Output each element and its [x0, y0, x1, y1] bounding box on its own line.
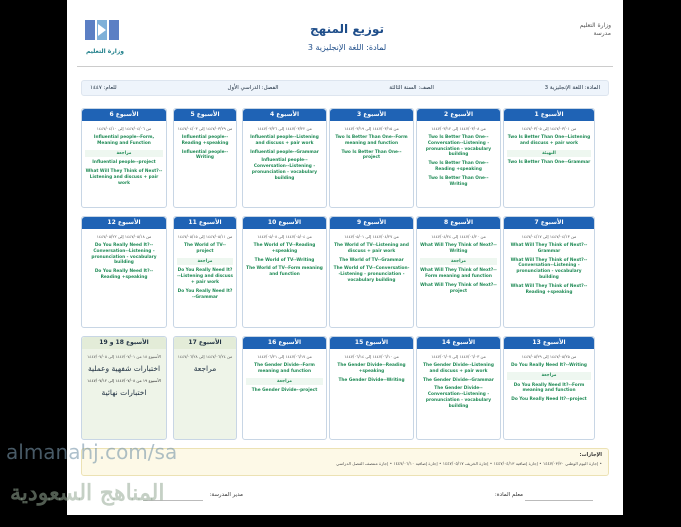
week-card	[329, 216, 414, 328]
week-label: الأسبوع 14	[417, 337, 500, 349]
header-divider	[77, 66, 613, 67]
week-lesson: Two Is Better Than One--Conversation--Listening - pronunciation - vocabulary building	[425, 135, 492, 158]
week-date: الأسبوع ١٨ من ١٤٤٧/٠٧/٠١ إلى ١٤٤٧/٠٧/٠٥	[87, 354, 161, 359]
week-lesson: مراجعة	[177, 258, 233, 266]
info-term: الفصل: الدراسي الأول	[227, 85, 279, 91]
week-date: من ١٤٤٧/٠٦/١٧ إلى ١٤٤٧/٠٦/٢١	[257, 354, 312, 359]
info-subject: المادة: اللغة الإنجليزية 3	[544, 85, 600, 91]
week-lesson: Two Is Better Than One--Grammar	[507, 160, 591, 166]
page-title: توزيع المنهج	[310, 22, 384, 36]
ministry-logo-text: وزارة التعليم	[85, 48, 125, 55]
week-lesson: Influential people--Listening and discuss + pair work	[250, 135, 319, 146]
week-label: الأسبوع 10	[243, 217, 326, 229]
week-lesson: Do You Really Need It?--Form meaning and function	[513, 382, 585, 394]
week-card	[81, 216, 167, 328]
week-lesson: The World of TV--Form meaning and function	[246, 266, 323, 278]
week-card	[242, 108, 327, 208]
week-label: الأسبوع 17	[174, 337, 236, 349]
week-lesson: مراجعة	[507, 372, 591, 380]
week-lesson: What Will They Think of Next?--Listening and discuss + pair work	[85, 169, 163, 186]
week-lesson: Influential people--Form, Meaning and Function	[93, 135, 155, 146]
week-lesson: التهيئة	[507, 150, 591, 158]
plan-page	[67, 0, 623, 515]
week-lesson: مراجعة	[85, 150, 163, 158]
week-label: الأسبوع 15	[330, 337, 413, 349]
week-label: الأسبوع 3	[330, 109, 413, 121]
week-card	[81, 336, 167, 440]
week-lesson: Influential people--Writing	[181, 149, 229, 161]
week-event: اختبارات شفهية وعملية	[87, 364, 161, 373]
notes-title: الإجازات:	[579, 452, 602, 458]
week-lesson: The Gender Divide--Conversation--Listening - pronunciation - vocabulary building	[425, 386, 492, 409]
week-date: من ١٤٤٧/٠٤/٢٠ إلى ١٤٤٧/٠٤/٢٤	[431, 234, 486, 239]
week-date: من ١٤٤٧/٠٣/٠١ إلى ١٤٤٧/٠٣/٠٥	[521, 126, 577, 131]
school-label: مدرسة	[593, 29, 611, 37]
week-card	[173, 108, 237, 208]
week-lesson: What Will They Think of Next?--project	[420, 282, 497, 294]
week-lesson: The World of TV--Reading +speaking	[253, 243, 316, 254]
week-label: الأسبوع 8	[417, 217, 500, 229]
week-card	[329, 336, 414, 440]
watermark-brand: المناهج السعودية	[10, 480, 165, 506]
week-lesson: Do You Really Need It?--project	[511, 397, 587, 403]
week-lesson: Two Is Better Than One--Form meaning and function	[335, 135, 408, 146]
week-card	[329, 108, 414, 208]
week-lesson: Two Is Better Than One--Writing	[428, 175, 489, 187]
week-date: من ١٤٤٧/٠٣/٢٩ إلى ١٤٤٧/٠٤/٠٣	[177, 126, 233, 131]
week-card	[416, 108, 501, 208]
week-date: من ١٤٤٧/٠٣/١٥ إلى ١٤٤٧/٠٣/١٩	[344, 126, 399, 131]
week-date: من ١٤٤٧/٠٣/٢٢ إلى ١٤٤٧/٠٣/٢٦	[257, 126, 312, 131]
week-lesson: What Will They Think of Next?--Writing	[420, 243, 497, 254]
week-date: من ١٤٤٧/٠٤/٢٧ إلى ١٤٤٧/٠٥/٠١	[344, 234, 399, 239]
week-label: الأسبوع 9	[330, 217, 413, 229]
week-lesson: Influential people--project	[92, 160, 156, 166]
week-lesson: Two Is Better Than One--Listening and discuss + pair work	[507, 135, 591, 146]
week-lesson: Do You Really Need It?--Grammar	[177, 288, 233, 300]
principal-signature-label: مدير المدرسة:	[209, 492, 243, 498]
week-date: من ١٤٤٧/٠٣/٠٨ إلى ١٤٤٧/٠٣/١٢	[431, 126, 486, 131]
week-lesson: مراجعة	[420, 258, 497, 266]
week-card	[81, 108, 167, 208]
week-date: من ١٤٤٧/٠٥/٠٤ إلى ١٤٤٧/٠٥/٠٨	[257, 234, 312, 239]
week-lesson: What Will They Think of Next?--Form meaning and function	[420, 268, 497, 280]
week-date-secondary: الأسبوع ١٩ من ١٤٤٧/٠٧/٠٨ إلى ١٤٤٧/٠٧/١٢	[87, 378, 161, 383]
week-lesson: The World of TV--project	[184, 243, 226, 254]
week-lesson: The World of TV--Conversation--Listening - pronunciation - vocabulary building	[333, 266, 410, 283]
week-label: الأسبوع 13	[504, 337, 594, 349]
week-label: الأسبوع 1	[504, 109, 594, 121]
week-card	[242, 336, 327, 440]
week-lesson: The Gender Divide--project	[251, 388, 318, 394]
week-lesson: The Gender Divide--Grammar	[423, 377, 494, 383]
page-subtitle: لمادة: اللغة الإنجليزية 3	[307, 43, 387, 52]
week-lesson: Do You Really Need It?--Conversation--Listening - pronunciation - vocabulary building	[91, 243, 157, 266]
watermark-site: almanahj.com/sa	[6, 440, 178, 464]
week-card	[173, 216, 237, 328]
info-row	[81, 80, 609, 96]
week-card	[503, 108, 595, 208]
week-date: من ١٤٤٧/٠٤/١٣ إلى ١٤٤٧/٠٤/١٧	[521, 234, 577, 239]
week-card	[242, 216, 327, 328]
ministry-name: وزارة التعليم	[579, 22, 611, 29]
week-label: الأسبوع 5	[174, 109, 236, 121]
week-lesson: Do You Really Need It?--Writing	[510, 363, 588, 368]
week-event: اختبارات نهائية	[101, 388, 147, 397]
week-lesson: Two Is Better Than One--Reading +speaking	[428, 161, 489, 172]
week-lesson: The Gender Divide--Form meaning and function	[254, 363, 315, 374]
week-lesson: The Gender Divide--Listening and discuss + pair work	[423, 363, 494, 374]
week-date: من ١٤٤٧/٠٥/١٨ إلى ١٤٤٧/٠٥/٢٢	[96, 234, 152, 239]
notes-text: • إجازة اليوم الوطني ١٤٤٧/٠٣/٣٠ • إجازة إضافية ١٤٤٧/٠٤/١٣ • إجازة الخريف ١٤٤٧/٠٥/١٧ • إجازة إضافية ١٤٤٧/٠٦/١٠ • إجازة منتصف الفصل الدراسي	[336, 461, 602, 466]
week-lesson: Influential people--Reading +speaking	[181, 135, 229, 146]
week-date: من ١٤٤٧/٠٦/٢٤ إلى ١٤٤٧/٠٦/٢٨	[177, 354, 233, 359]
week-lesson: The Gender Divide--Reading +speaking	[337, 363, 406, 374]
week-date: من ١٤٤٧/٠٦/٠٣ إلى ١٤٤٧/٠٦/٠٧	[431, 354, 486, 359]
week-lesson: The World of TV--Grammar	[339, 257, 404, 263]
week-label: الأسبوع 12	[82, 217, 166, 229]
week-date: من ١٤٤٧/٠٤/٠٦ إلى ١٤٤٧/٠٤/١٠	[96, 126, 152, 131]
week-label: الأسبوع 7	[504, 217, 594, 229]
week-label: الأسبوع 6	[82, 109, 166, 121]
week-lesson: Do You Really Need It?--Listening and discuss + pair work	[177, 268, 233, 285]
week-lesson: Two Is Better Than One--project	[341, 149, 402, 161]
info-year: للعام: ١٤٤٧	[90, 85, 117, 91]
week-lesson: The Gender Divide--Writing	[338, 377, 405, 383]
week-label: الأسبوع 4	[243, 109, 326, 121]
week-lesson: What Will They Think of Next?--Reading +speaking	[510, 283, 588, 295]
teacher-signature-label: معلم المادة:	[494, 492, 523, 498]
info-grade: الصف: السنة الثالثة	[389, 85, 434, 91]
week-lesson: What Will They Think of Next?--Conversation--Listening - pronunciation - vocabulary building	[510, 257, 588, 280]
week-card	[173, 336, 237, 440]
teacher-signature-line	[525, 500, 593, 501]
week-card	[503, 216, 595, 328]
week-lesson: The World of TV--Writing	[254, 257, 315, 263]
week-date: من ١٤٤٧/٠٥/٢٥ إلى ١٤٤٧/٠٥/٢٩	[521, 354, 577, 359]
week-date: من ١٤٤٧/٠٦/١٠ إلى ١٤٤٧/٠٦/١٤	[344, 354, 399, 359]
week-lesson: The World of TV--Listening and discuss + pair work	[334, 243, 409, 254]
week-label: الأسبوع 2	[417, 109, 500, 121]
week-lesson: مراجعة	[246, 378, 323, 386]
ministry-logo	[561, 22, 611, 38]
week-label: الأسبوع 16	[243, 337, 326, 349]
week-lesson: Influential people--Conversation--Listening - pronunciation - vocabulary building	[251, 158, 318, 181]
week-card	[503, 336, 595, 440]
week-card	[416, 336, 501, 440]
week-label: الأسبوع 11	[174, 217, 236, 229]
week-lesson: Influential people--Grammar	[250, 149, 319, 155]
week-card	[416, 216, 501, 328]
week-date: من ١٤٤٧/٠٥/١١ إلى ١٤٤٧/٠٥/١٥	[177, 234, 233, 239]
week-event: مراجعة	[193, 364, 217, 373]
week-lesson: Do You Really Need It?--Reading +speaking	[94, 269, 154, 280]
week-label: الأسبوع 18 و 19	[82, 337, 166, 349]
week-lesson: What Will They Think of Next?--Grammar	[510, 243, 588, 254]
